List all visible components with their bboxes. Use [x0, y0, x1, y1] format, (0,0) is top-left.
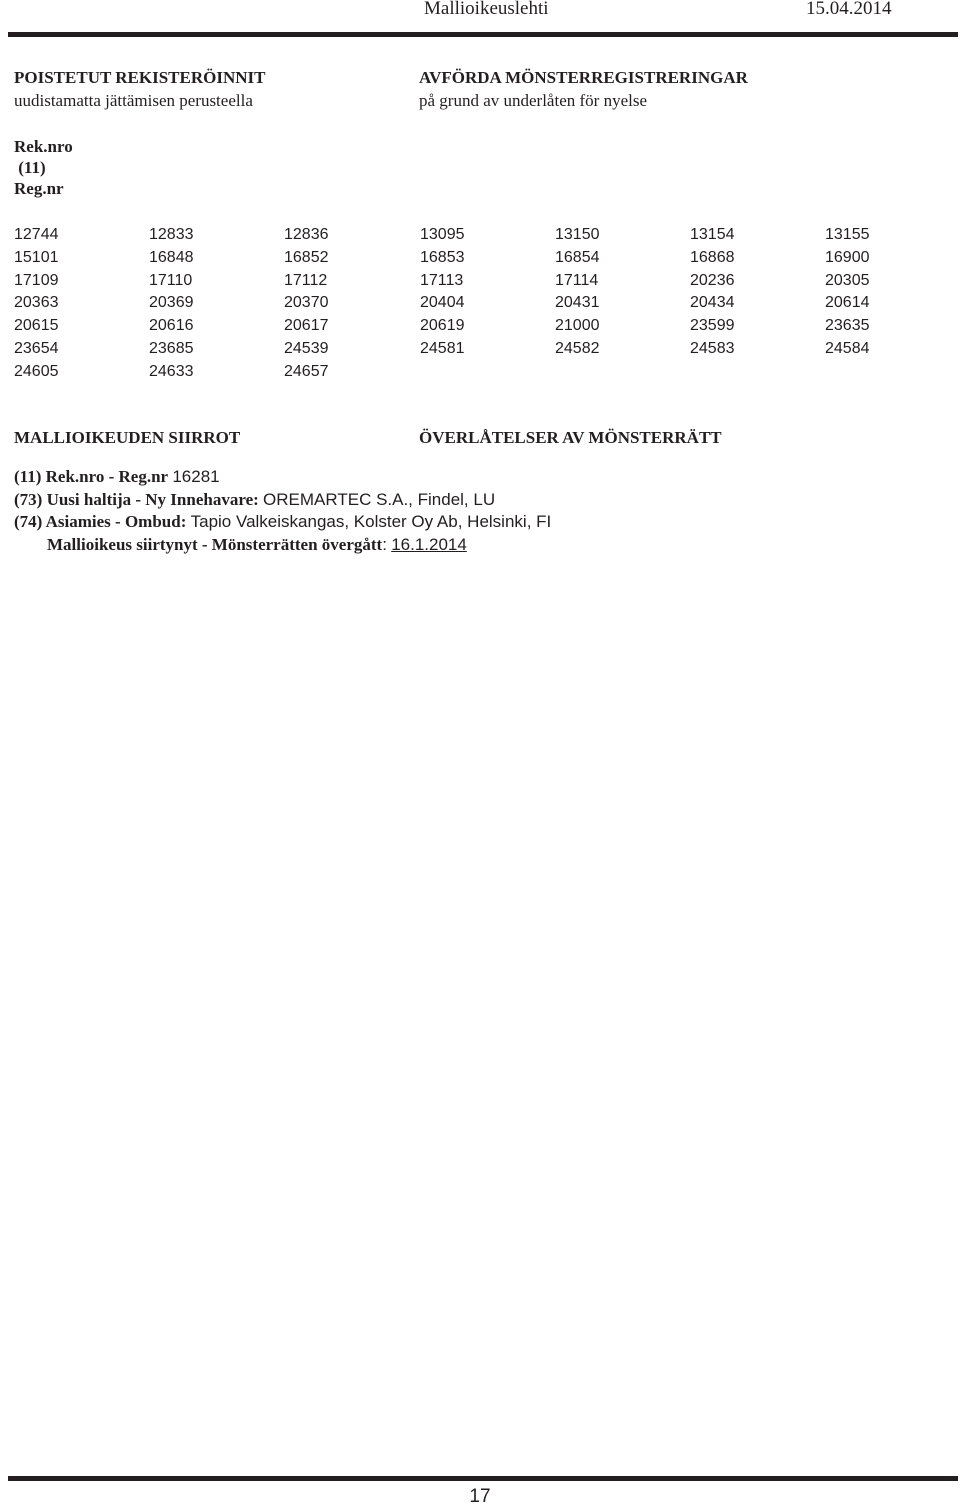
- registration-number: 24584: [825, 339, 870, 357]
- footer-rule: [8, 1476, 958, 1481]
- registration-number: 20615: [14, 317, 59, 335]
- registration-label-line: Reg.nr: [14, 179, 64, 198]
- transfer-reg-label: (11) Rek.nro - Reg.nr: [14, 467, 169, 486]
- registration-number: 20305: [825, 271, 870, 289]
- registration-number: 12833: [149, 226, 194, 243]
- registration-number: 13150: [555, 226, 600, 243]
- transfer-date-line: [14, 534, 551, 557]
- registration-number: 12744: [14, 226, 59, 243]
- transfer-date-label: Mallioikeus siirtynyt - Mönsterrätten övergått: [47, 534, 383, 554]
- registration-number: 23599: [690, 317, 735, 335]
- right-section-title: AVFÖRDA MÖNSTERREGISTRERINGAR: [419, 68, 748, 87]
- transfer-date-value: 16.1.2014: [391, 534, 467, 554]
- registration-number: 24605: [14, 362, 59, 380]
- registration-number: 13155: [825, 226, 870, 243]
- transfer-agent-value: Tapio Valkeiskangas, Kolster Oy Ab, Helsinki, FI: [190, 512, 552, 531]
- registration-number: 20363: [14, 294, 59, 312]
- header-rule: [8, 32, 958, 37]
- transfer-agent-label: (74) Asiamies - Ombud:: [14, 512, 187, 531]
- registration-number: 13095: [420, 226, 465, 243]
- registration-number: 20616: [149, 317, 194, 335]
- transfers-title-sv: ÖVERLÅTELSER AV MÖNSTERRÄTT: [419, 428, 722, 447]
- issue-date: 15.04.2014: [806, 0, 892, 19]
- registration-number: 16848: [149, 248, 194, 266]
- transfer-entry: [14, 466, 551, 556]
- registration-number: 12836: [284, 226, 329, 243]
- transfer-holder-value: OREMARTEC S.A., Findel, LU: [263, 489, 496, 509]
- transfers-title-fi: MALLIOIKEUDEN SIIRROT: [14, 428, 241, 447]
- registration-number: 17109: [14, 271, 59, 289]
- transfer-holder-line: [14, 489, 551, 512]
- registration-number: 24633: [149, 362, 194, 380]
- registration-number: 16868: [690, 248, 735, 266]
- registration-number: 23654: [14, 339, 59, 357]
- registration-number: 20614: [825, 294, 870, 312]
- registration-number: 24583: [690, 339, 735, 357]
- registration-number: 20617: [284, 317, 329, 335]
- left-section-subtitle: uudistamatta jättämisen perusteella: [14, 91, 253, 110]
- registration-number: 17113: [420, 271, 464, 289]
- registration-number: 20236: [690, 271, 735, 289]
- transfer-reg-value: 16281: [172, 467, 220, 486]
- registration-number: 15101: [14, 248, 59, 266]
- transfer-agent-line: [14, 511, 551, 534]
- registration-number: 17112: [284, 271, 328, 289]
- registration-label: [14, 136, 73, 199]
- right-section-subtitle: på grund av underlåten för nyelse: [419, 91, 647, 110]
- registration-number: 21000: [555, 317, 600, 335]
- registration-number: 20619: [420, 317, 465, 335]
- registration-number: 20369: [149, 294, 194, 312]
- registration-number: 23635: [825, 317, 870, 335]
- registration-number: 20434: [690, 294, 735, 312]
- journal-title: Mallioikeuslehti: [424, 0, 549, 19]
- registration-number: 13154: [690, 226, 735, 243]
- registration-number: 17114: [555, 271, 599, 289]
- registration-label-line: Rek.nro: [14, 137, 73, 156]
- page-number: 17: [469, 1486, 491, 1507]
- transfer-holder-label: (73) Uusi haltija - Ny Innehavare:: [14, 489, 259, 509]
- registration-number: 24657: [284, 362, 329, 380]
- registration-number: 16853: [420, 248, 465, 266]
- left-section-title: POISTETUT REKISTERÖINNIT: [14, 68, 266, 87]
- registration-number: 16852: [284, 248, 329, 266]
- registration-number: 24539: [284, 339, 329, 357]
- registration-number: 24582: [555, 339, 600, 357]
- registration-number: 16854: [555, 248, 600, 266]
- registration-number: 20404: [420, 294, 465, 312]
- registration-label-line: (11): [14, 158, 46, 177]
- registration-number: 24581: [420, 339, 465, 357]
- registration-number: 20370: [284, 294, 329, 312]
- registration-number: 17110: [149, 271, 193, 289]
- registration-number: 16900: [825, 248, 870, 266]
- registration-number: 23685: [149, 339, 194, 357]
- registration-number: 20431: [555, 294, 600, 312]
- transfer-date-colon: :: [382, 534, 387, 554]
- transfer-reg-line: [14, 466, 551, 489]
